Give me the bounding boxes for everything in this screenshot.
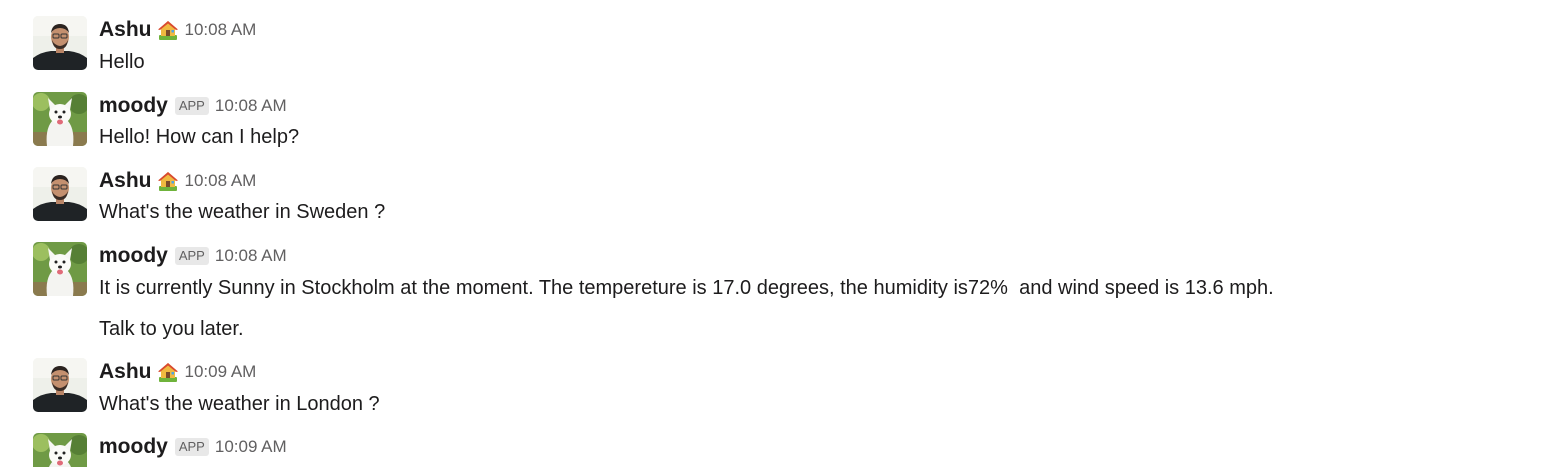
message-text: It is currently Sunny in Stockholm at the moment. The tempereture is 17.0 degrees, the humidity is72% and wind speed is 13.6 mph. — [99, 277, 1274, 299]
message-text: What's the weather in Sweden ? — [99, 201, 386, 223]
author-name[interactable]: Ashu — [99, 360, 152, 383]
avatar-moody[interactable] — [33, 242, 87, 296]
author-name[interactable]: Ashu — [99, 18, 152, 41]
message-text: Talk to you later. — [99, 318, 244, 340]
timestamp[interactable]: 10:09 AM — [214, 437, 287, 456]
author-name[interactable]: Ashu — [99, 169, 152, 192]
author-name[interactable]: moody — [99, 94, 168, 117]
avatar-moody[interactable] — [33, 92, 87, 146]
message-text: What's the weather in London ? — [99, 393, 380, 415]
timestamp[interactable]: 10:08 AM — [184, 20, 257, 39]
house-icon — [157, 170, 179, 192]
author-name[interactable]: moody — [99, 435, 168, 458]
avatar-moody[interactable] — [33, 433, 87, 467]
app-badge: APP — [175, 438, 209, 456]
timestamp[interactable]: 10:08 AM — [214, 246, 287, 265]
timestamp[interactable]: 10:08 AM — [214, 96, 287, 115]
message-text: Hello — [99, 51, 145, 73]
author-name[interactable]: moody — [99, 244, 168, 267]
app-badge: APP — [175, 247, 209, 265]
avatar-ashu[interactable] — [33, 167, 87, 221]
timestamp[interactable]: 10:08 AM — [184, 171, 257, 190]
avatar-ashu[interactable] — [33, 358, 87, 412]
avatar-ashu[interactable] — [33, 16, 87, 70]
timestamp[interactable]: 10:09 AM — [184, 362, 257, 381]
house-icon — [157, 19, 179, 41]
app-badge: APP — [175, 97, 209, 115]
house-icon — [157, 361, 179, 383]
message-text: Hello! How can I help? — [99, 126, 300, 148]
